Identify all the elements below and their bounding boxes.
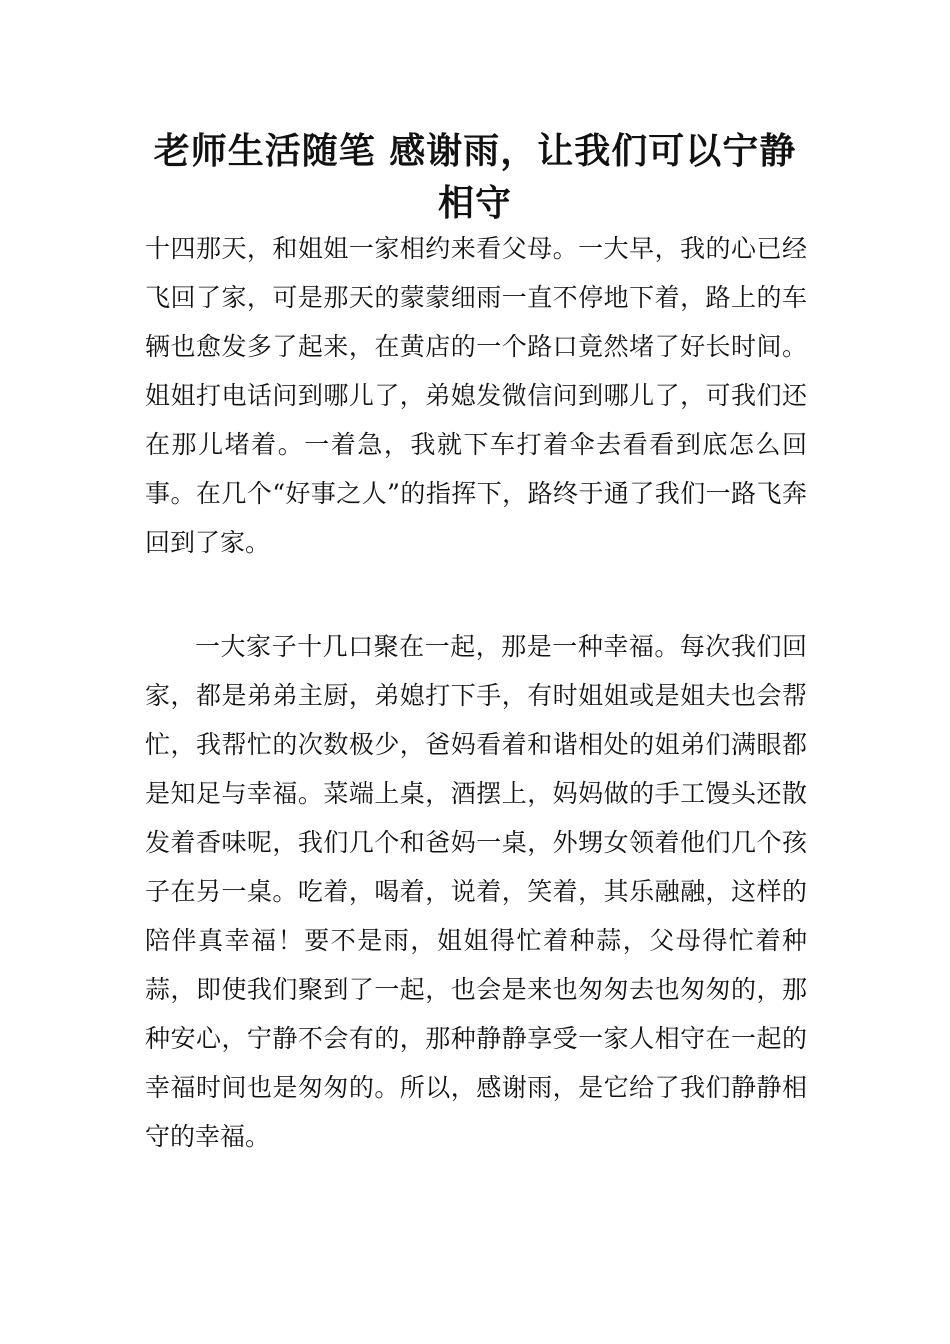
paragraph-1: 十四那天，和姐姐一家相约来看父母。一大早，我的心已经飞回了家，可是那天的蒙蒙细雨一直不停地下着，路上的车辆也愈发多了起来，在黄店的一个路口竟然堵了好长时间。姐姐打电话问到哪儿了，弟媳发微信问到哪儿了，可我们还在那儿堵着。一着急，我就下车打着伞去看看到底怎么回事。在几个“好事之人”的指挥下，路终于通了我们一路飞奔回到了家。 [145,234,807,557]
paragraph-2: 一大家子十几口聚在一起，那是一种幸福。每次我们回家，都是弟弟主厨，弟媳打下手，有时姐姐或是姐夫也会帮忙，我帮忙的次数极少，爸妈看着和谐相处的姐弟们满眼都是知足与幸福。菜端上桌，酒摆上，妈妈做的手工馒头还散发着香味呢，我们几个和爸妈一桌，外甥女领着他们几个孩子在另一桌。吃着，喝着，说着，笑着，其乐融融，这样的陪伴真幸福！要不是雨，姐姐得忙着种蒜，父母得忙着种蒜，即使我们聚到了一起，也会是来也匆匆去也匆匆的，那种安心，宁静不会有的，那种静静享受一家人相守在一起的幸福时间也是匆匆的。所以，感谢雨，是它给了我们静静相守的幸福。 [145,632,807,1151]
document-title: 老师生活随笔 感谢雨，让我们可以宁静相守 [153,131,797,224]
